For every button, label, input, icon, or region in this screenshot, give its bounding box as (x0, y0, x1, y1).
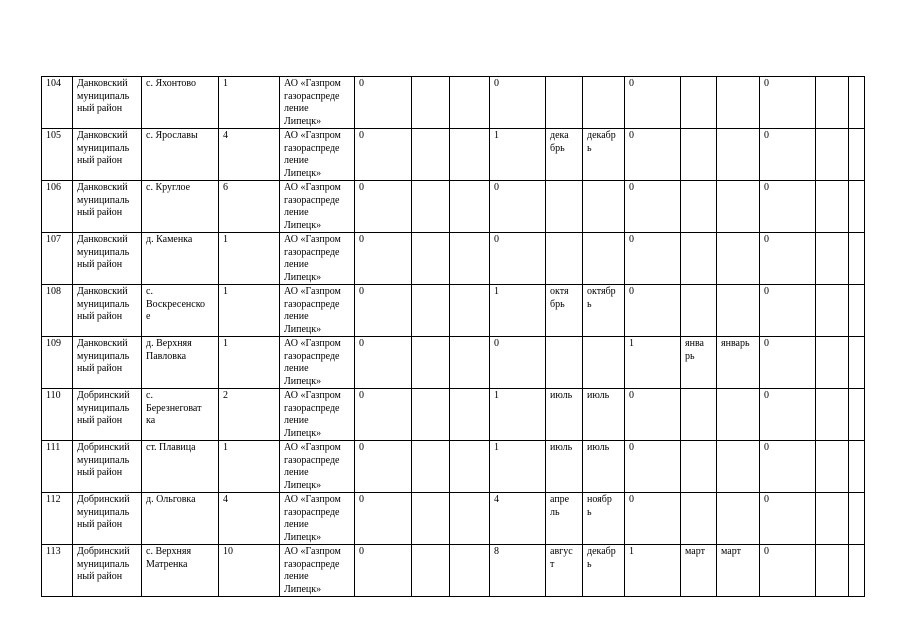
cell-col-17 (849, 441, 865, 493)
cell-count: 1 (219, 233, 280, 285)
table-row (42, 77, 865, 129)
cell-value-4: 0 (760, 389, 816, 441)
cell-month-end-3: март (717, 545, 760, 597)
cell-col-8 (450, 493, 490, 545)
cell-month-end-3 (717, 285, 760, 337)
cell-month-start-3 (681, 233, 717, 285)
cell-col-7 (412, 337, 450, 389)
cell-value-1: 0 (355, 233, 412, 285)
cell-col-17 (849, 337, 865, 389)
table-row (42, 389, 865, 441)
cell-organization: АО «Газпром газораспреде ление Липецк» (280, 181, 355, 233)
cell-month-start-2: апре ль (546, 493, 583, 545)
cell-value-1: 0 (355, 77, 412, 129)
cell-col-17 (849, 285, 865, 337)
cell-value-4: 0 (760, 285, 816, 337)
cell-value-1: 0 (355, 337, 412, 389)
cell-value-4: 0 (760, 77, 816, 129)
cell-value-1: 0 (355, 285, 412, 337)
cell-value-2: 1 (490, 129, 546, 181)
table-row (42, 441, 865, 493)
cell-col-8 (450, 337, 490, 389)
cell-value-3: 0 (625, 493, 681, 545)
cell-row-number: 104 (42, 77, 73, 129)
cell-district: Данковский муниципаль ный район (73, 285, 142, 337)
cell-month-end-3 (717, 493, 760, 545)
table-row (42, 493, 865, 545)
cell-month-start-2 (546, 77, 583, 129)
cell-col-16 (816, 337, 849, 389)
cell-value-3: 0 (625, 285, 681, 337)
cell-month-end-2 (583, 77, 625, 129)
cell-district: Данковский муниципаль ный район (73, 337, 142, 389)
cell-district: Добринский муниципаль ный район (73, 389, 142, 441)
cell-organization: АО «Газпром газораспреде ление Липецк» (280, 545, 355, 597)
cell-col-16 (816, 493, 849, 545)
cell-month-end-2 (583, 181, 625, 233)
cell-value-3: 1 (625, 545, 681, 597)
cell-col-8 (450, 441, 490, 493)
cell-value-3: 0 (625, 389, 681, 441)
cell-count: 6 (219, 181, 280, 233)
cell-col-8 (450, 545, 490, 597)
cell-value-3: 1 (625, 337, 681, 389)
cell-value-3: 0 (625, 77, 681, 129)
cell-col-16 (816, 129, 849, 181)
cell-value-1: 0 (355, 441, 412, 493)
cell-settlement: д. Верхняя Павловка (142, 337, 219, 389)
cell-col-17 (849, 233, 865, 285)
cell-row-number: 107 (42, 233, 73, 285)
cell-value-2: 8 (490, 545, 546, 597)
cell-value-3: 0 (625, 181, 681, 233)
cell-count: 4 (219, 129, 280, 181)
cell-month-start-3 (681, 77, 717, 129)
cell-row-number: 108 (42, 285, 73, 337)
cell-value-1: 0 (355, 389, 412, 441)
cell-col-8 (450, 129, 490, 181)
cell-settlement: д. Ольговка (142, 493, 219, 545)
cell-value-2: 1 (490, 389, 546, 441)
cell-month-end-2 (583, 337, 625, 389)
cell-col-17 (849, 389, 865, 441)
cell-value-2: 0 (490, 181, 546, 233)
cell-col-17 (849, 129, 865, 181)
cell-month-end-3 (717, 77, 760, 129)
cell-row-number: 109 (42, 337, 73, 389)
cell-value-3: 0 (625, 233, 681, 285)
cell-count: 2 (219, 389, 280, 441)
cell-settlement: ст. Плавица (142, 441, 219, 493)
cell-row-number: 106 (42, 181, 73, 233)
cell-month-start-3: март (681, 545, 717, 597)
cell-month-start-3 (681, 441, 717, 493)
cell-settlement: с. Ярославы (142, 129, 219, 181)
cell-col-16 (816, 77, 849, 129)
cell-row-number: 111 (42, 441, 73, 493)
cell-col-8 (450, 233, 490, 285)
cell-organization: АО «Газпром газораспреде ление Липецк» (280, 77, 355, 129)
cell-month-start-2: октя брь (546, 285, 583, 337)
cell-row-number: 105 (42, 129, 73, 181)
cell-col-16 (816, 285, 849, 337)
cell-month-start-3 (681, 493, 717, 545)
cell-value-4: 0 (760, 233, 816, 285)
cell-col-17 (849, 493, 865, 545)
cell-col-17 (849, 545, 865, 597)
cell-value-4: 0 (760, 181, 816, 233)
cell-organization: АО «Газпром газораспреде ление Липецк» (280, 129, 355, 181)
cell-col-7 (412, 285, 450, 337)
cell-month-end-3 (717, 181, 760, 233)
cell-settlement: с. Верхняя Матренка (142, 545, 219, 597)
cell-month-start-3 (681, 285, 717, 337)
cell-month-start-2: июль (546, 441, 583, 493)
cell-row-number: 113 (42, 545, 73, 597)
cell-month-end-3: январь (717, 337, 760, 389)
cell-value-1: 0 (355, 181, 412, 233)
cell-district: Добринский муниципаль ный район (73, 493, 142, 545)
cell-district: Добринский муниципаль ный район (73, 441, 142, 493)
table-row (42, 233, 865, 285)
cell-value-1: 0 (355, 493, 412, 545)
cell-count: 1 (219, 337, 280, 389)
cell-col-16 (816, 545, 849, 597)
cell-month-start-3 (681, 389, 717, 441)
cell-col-16 (816, 181, 849, 233)
cell-organization: АО «Газпром газораспреде ление Липецк» (280, 285, 355, 337)
cell-col-7 (412, 77, 450, 129)
cell-value-2: 0 (490, 337, 546, 389)
cell-col-7 (412, 441, 450, 493)
cell-value-2: 0 (490, 77, 546, 129)
cell-month-start-2 (546, 233, 583, 285)
cell-month-end-2: декабр ь (583, 545, 625, 597)
cell-month-end-2: июль (583, 389, 625, 441)
cell-col-7 (412, 181, 450, 233)
cell-value-4: 0 (760, 441, 816, 493)
cell-col-16 (816, 233, 849, 285)
cell-district: Добринский муниципаль ный район (73, 545, 142, 597)
cell-value-2: 1 (490, 285, 546, 337)
cell-value-4: 0 (760, 493, 816, 545)
cell-count: 10 (219, 545, 280, 597)
cell-count: 1 (219, 441, 280, 493)
cell-organization: АО «Газпром газораспреде ление Липецк» (280, 441, 355, 493)
cell-district: Данковский муниципаль ный район (73, 181, 142, 233)
cell-count: 1 (219, 77, 280, 129)
cell-count: 4 (219, 493, 280, 545)
cell-col-16 (816, 389, 849, 441)
cell-settlement: с. Яхонтово (142, 77, 219, 129)
cell-settlement: с. Воскресенско е (142, 285, 219, 337)
cell-count: 1 (219, 285, 280, 337)
cell-organization: АО «Газпром газораспреде ление Липецк» (280, 337, 355, 389)
cell-row-number: 110 (42, 389, 73, 441)
cell-col-8 (450, 77, 490, 129)
cell-month-end-2 (583, 233, 625, 285)
cell-col-7 (412, 129, 450, 181)
cell-value-4: 0 (760, 129, 816, 181)
cell-month-start-2: дека брь (546, 129, 583, 181)
cell-col-16 (816, 441, 849, 493)
cell-month-end-2: июль (583, 441, 625, 493)
table-row (42, 337, 865, 389)
cell-col-8 (450, 285, 490, 337)
cell-month-start-2: июль (546, 389, 583, 441)
cell-settlement: с. Березнеговат ка (142, 389, 219, 441)
cell-month-start-3: янва рь (681, 337, 717, 389)
cell-col-8 (450, 181, 490, 233)
cell-district: Данковский муниципаль ный район (73, 77, 142, 129)
table-row (42, 181, 865, 233)
cell-value-2: 0 (490, 233, 546, 285)
cell-col-7 (412, 233, 450, 285)
cell-organization: АО «Газпром газораспреде ление Липецк» (280, 389, 355, 441)
cell-col-8 (450, 389, 490, 441)
cell-month-end-3 (717, 441, 760, 493)
cell-value-1: 0 (355, 545, 412, 597)
table-row (42, 129, 865, 181)
cell-col-17 (849, 181, 865, 233)
cell-month-start-3 (681, 181, 717, 233)
cell-settlement: д. Каменка (142, 233, 219, 285)
cell-col-7 (412, 545, 450, 597)
cell-organization: АО «Газпром газораспреде ление Липецк» (280, 493, 355, 545)
cell-district: Данковский муниципаль ный район (73, 129, 142, 181)
cell-col-7 (412, 493, 450, 545)
cell-value-3: 0 (625, 441, 681, 493)
cell-month-end-2: декабр ь (583, 129, 625, 181)
cell-settlement: с. Круглое (142, 181, 219, 233)
cell-district: Данковский муниципаль ный район (73, 233, 142, 285)
cell-value-2: 4 (490, 493, 546, 545)
cell-month-start-2 (546, 181, 583, 233)
table-row (42, 545, 865, 597)
cell-month-end-2: октябр ь (583, 285, 625, 337)
cell-month-end-3 (717, 389, 760, 441)
cell-month-start-2: авгус т (546, 545, 583, 597)
cell-value-3: 0 (625, 129, 681, 181)
cell-row-number: 112 (42, 493, 73, 545)
data-table (41, 76, 865, 597)
cell-value-2: 1 (490, 441, 546, 493)
cell-month-end-3 (717, 233, 760, 285)
table-row (42, 285, 865, 337)
cell-month-start-3 (681, 129, 717, 181)
cell-value-4: 0 (760, 337, 816, 389)
cell-month-end-3 (717, 129, 760, 181)
cell-month-start-2 (546, 337, 583, 389)
cell-value-1: 0 (355, 129, 412, 181)
cell-month-end-2: ноябр ь (583, 493, 625, 545)
cell-col-7 (412, 389, 450, 441)
cell-col-17 (849, 77, 865, 129)
cell-value-4: 0 (760, 545, 816, 597)
cell-organization: АО «Газпром газораспреде ление Липецк» (280, 233, 355, 285)
